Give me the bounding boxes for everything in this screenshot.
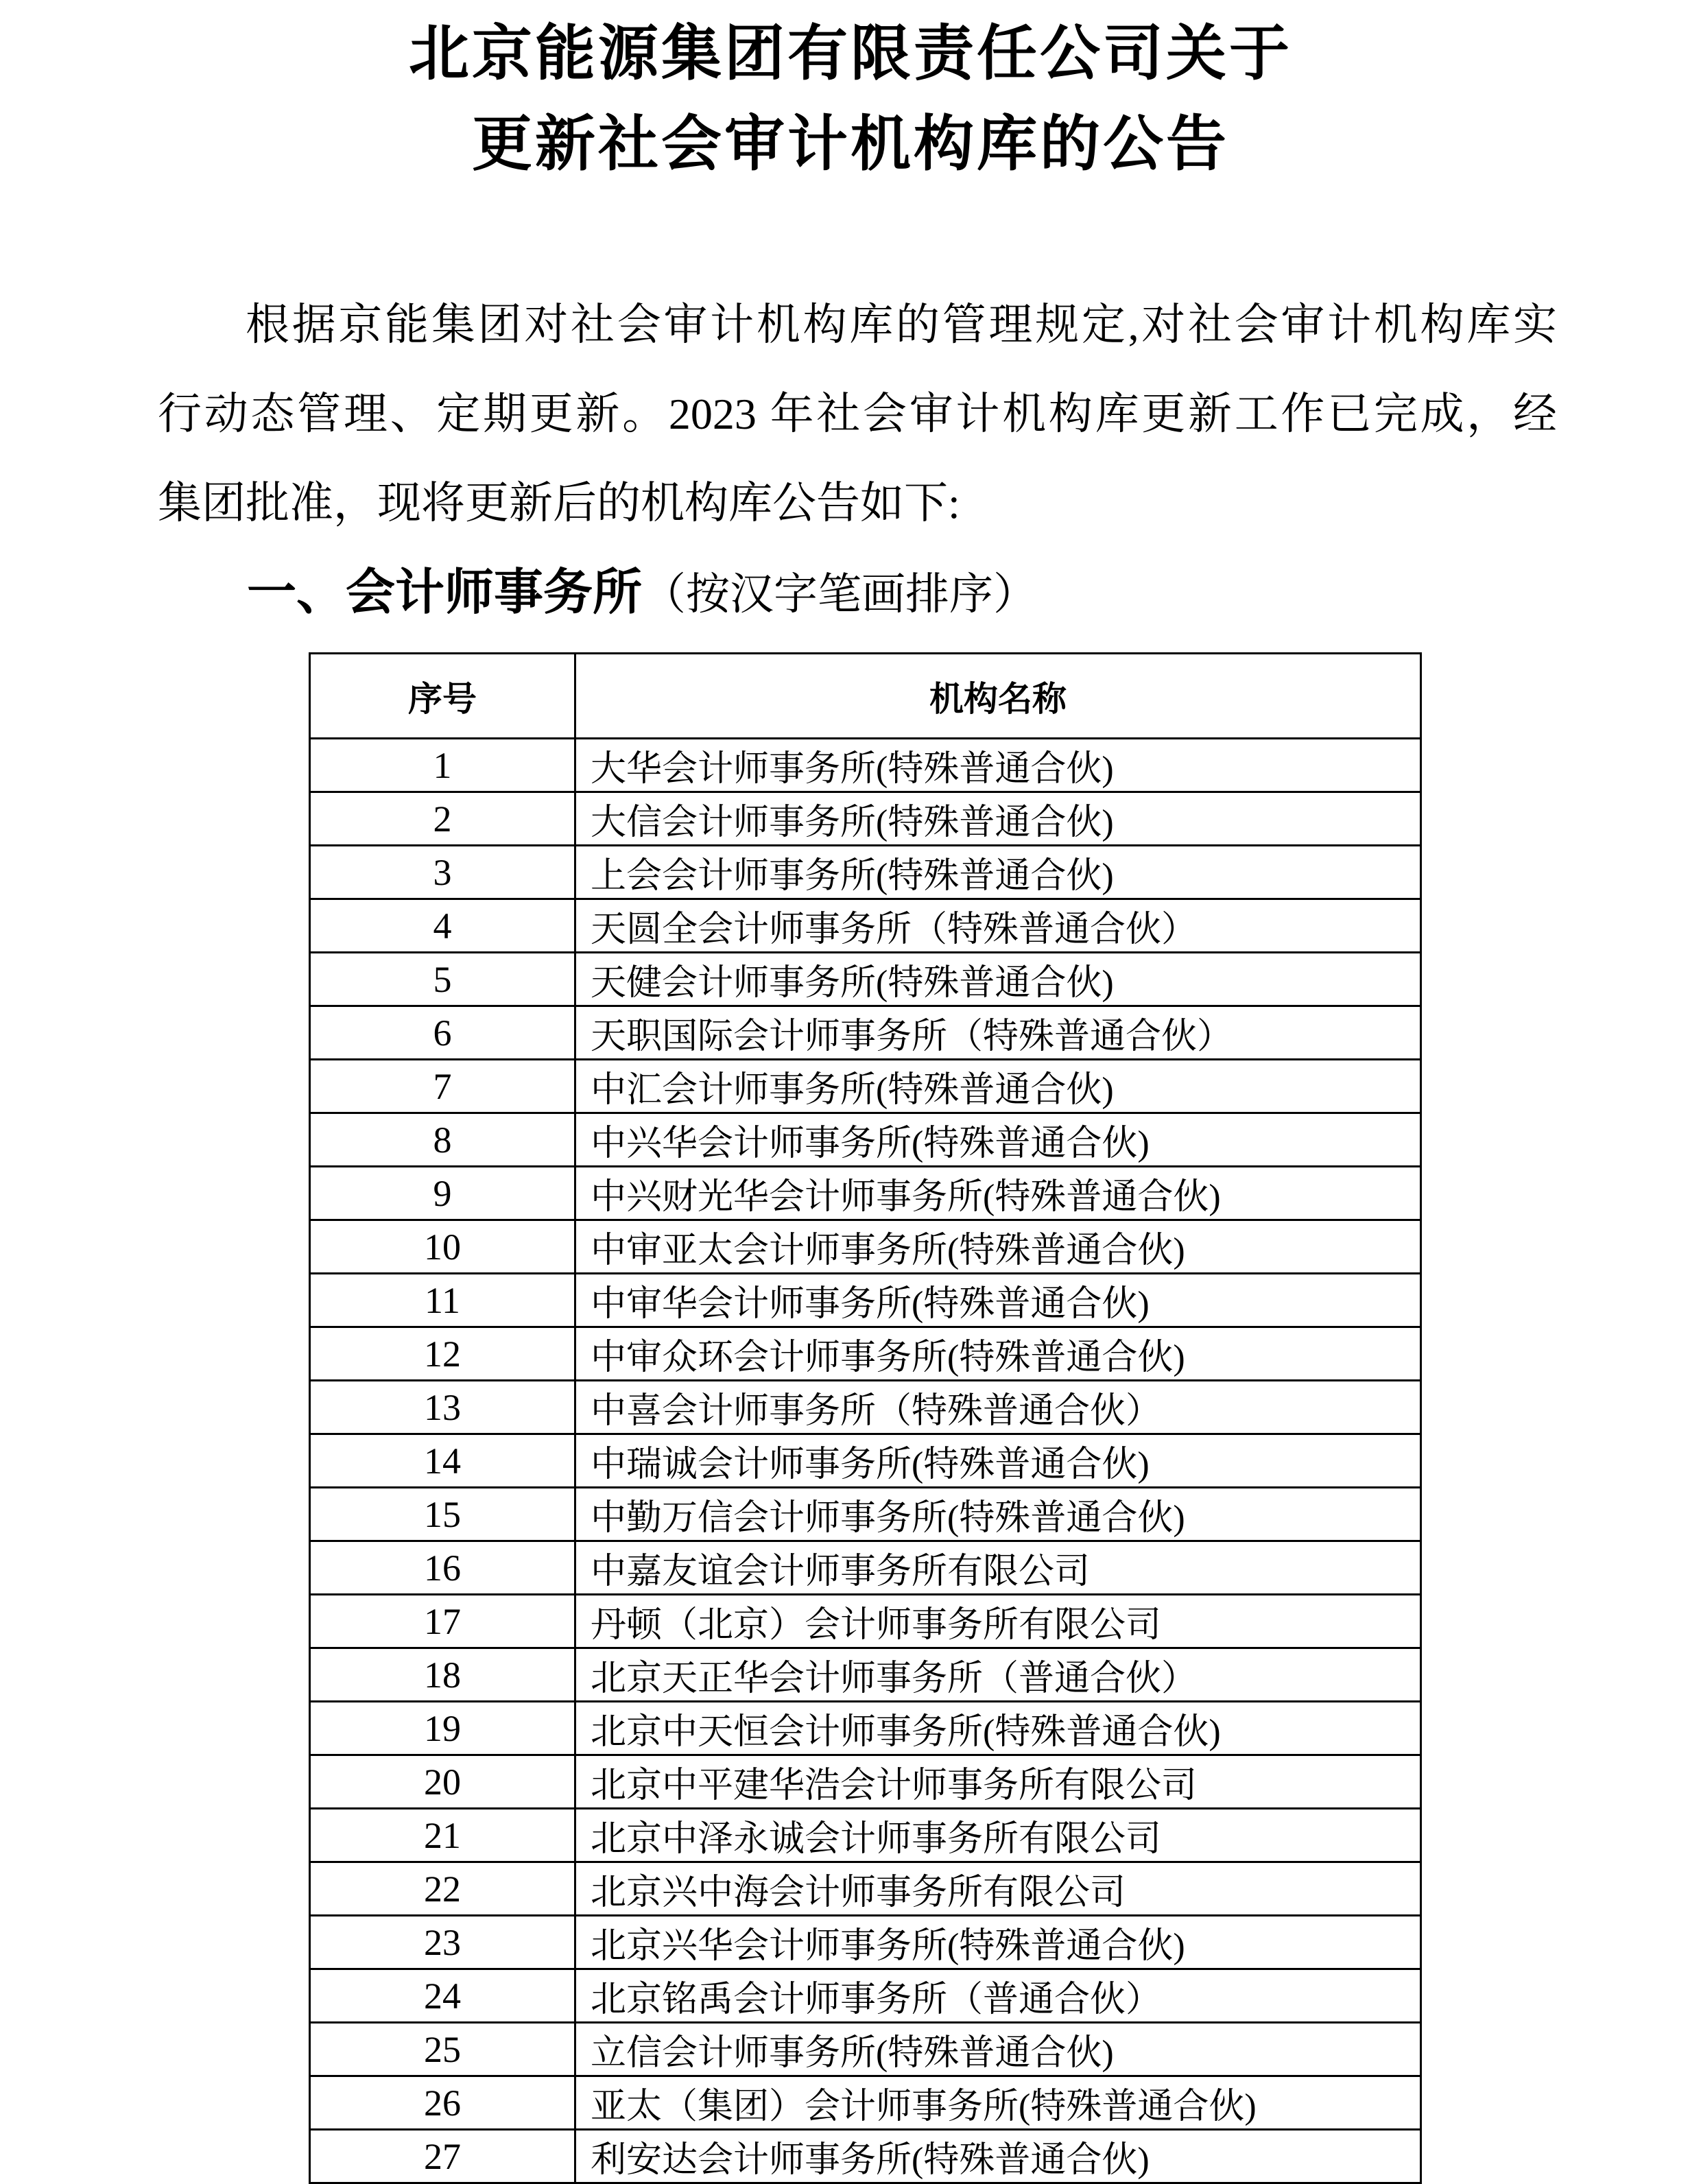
org-name-cell: 中审华会计师事务所(特殊普通合伙) xyxy=(575,1274,1421,1327)
org-name-cell: 丹顿（北京）会计师事务所有限公司 xyxy=(575,1595,1421,1648)
table-row xyxy=(310,846,1421,899)
row-number-cell: 16 xyxy=(310,1541,575,1595)
table-row xyxy=(310,1809,1421,1862)
section-heading xyxy=(158,548,1701,651)
table-row xyxy=(310,1006,1421,1060)
org-name-cell: 上会会计师事务所(特殊普通合伙) xyxy=(575,846,1421,899)
row-number-cell: 18 xyxy=(310,1648,575,1702)
title-line-1: 北京能源集团有限责任公司关于 xyxy=(408,21,1292,88)
table-row xyxy=(310,1702,1421,1755)
org-name-cell: 中兴华会计师事务所(特殊普通合伙) xyxy=(575,1113,1421,1167)
row-number-cell: 8 xyxy=(310,1113,575,1167)
table-row xyxy=(310,792,1421,846)
row-number-cell: 1 xyxy=(310,739,575,792)
org-name-cell: 北京兴华会计师事务所(特殊普通合伙) xyxy=(575,1916,1421,1969)
table-row xyxy=(310,1488,1421,1541)
row-number-cell: 13 xyxy=(310,1381,575,1434)
org-name-cell: 北京兴中海会计师事务所有限公司 xyxy=(575,1862,1421,1916)
row-number-cell: 22 xyxy=(310,1862,575,1916)
table-row xyxy=(310,1862,1421,1916)
title-line-2: 更新社会审计机构库的公告 xyxy=(471,112,1229,178)
row-number-cell: 27 xyxy=(310,2130,575,2183)
table-row xyxy=(310,1648,1421,1702)
section-heading-note: （按汉字笔画排序） xyxy=(642,570,1038,619)
org-name-cell: 中审亚太会计师事务所(特殊普通合伙) xyxy=(575,1220,1421,1274)
page-title xyxy=(0,10,1701,191)
row-number-cell: 6 xyxy=(310,1006,575,1060)
table-row xyxy=(310,1434,1421,1488)
paragraph-line: 集团批准，现将更新后的机构库公告如下: xyxy=(158,479,960,527)
org-name-cell: 亚太（集团）会计师事务所(特殊普通合伙) xyxy=(575,2076,1421,2130)
row-number-cell: 12 xyxy=(310,1327,575,1381)
section-heading-title: 一、会计师事务所 xyxy=(247,565,643,620)
table-row xyxy=(310,739,1421,792)
table-row xyxy=(310,1755,1421,1809)
org-name-cell: 中审众环会计师事务所(特殊普通合伙) xyxy=(575,1327,1421,1381)
row-number-cell: 4 xyxy=(310,899,575,953)
org-name-cell: 大华会计师事务所(特殊普通合伙) xyxy=(575,739,1421,792)
org-name-cell: 天圆全会计师事务所（特殊普通合伙） xyxy=(575,899,1421,953)
org-name-cell: 北京中泽永诚会计师事务所有限公司 xyxy=(575,1809,1421,1862)
org-name-cell: 中勤万信会计师事务所(特殊普通合伙) xyxy=(575,1488,1421,1541)
table-row xyxy=(310,2023,1421,2076)
row-number-cell: 19 xyxy=(310,1702,575,1755)
row-number-cell: 5 xyxy=(310,953,575,1006)
row-number-cell: 2 xyxy=(310,792,575,846)
table-row xyxy=(310,1167,1421,1220)
row-number-cell: 17 xyxy=(310,1595,575,1648)
org-name-cell: 中汇会计师事务所(特殊普通合伙) xyxy=(575,1060,1421,1113)
table-row xyxy=(310,1274,1421,1327)
table-row xyxy=(310,1595,1421,1648)
org-name-cell: 天职国际会计师事务所（特殊普通合伙） xyxy=(575,1006,1421,1060)
intro-paragraph xyxy=(158,281,1557,548)
table-row xyxy=(310,1113,1421,1167)
org-name-cell: 中嘉友谊会计师事务所有限公司 xyxy=(575,1541,1421,1595)
document-page xyxy=(0,10,1701,2180)
table-row xyxy=(310,899,1421,953)
row-number-cell: 26 xyxy=(310,2076,575,2130)
table-row xyxy=(310,1969,1421,2023)
row-number-cell: 24 xyxy=(310,1969,575,2023)
table-row xyxy=(310,2130,1421,2183)
org-name-cell: 大信会计师事务所(特殊普通合伙) xyxy=(575,792,1421,846)
table-row xyxy=(310,1327,1421,1381)
table-row xyxy=(310,953,1421,1006)
table-row xyxy=(310,1220,1421,1274)
row-number-cell: 15 xyxy=(310,1488,575,1541)
org-name-cell: 天健会计师事务所(特殊普通合伙) xyxy=(575,953,1421,1006)
org-name-cell: 北京中平建华浩会计师事务所有限公司 xyxy=(575,1755,1421,1809)
paragraph-line: 根据京能集团对社会审计机构库的管理规定,对社会审计机构库实 xyxy=(246,300,1557,349)
audit-institutions-table xyxy=(309,652,1422,2184)
row-number-cell: 14 xyxy=(310,1434,575,1488)
org-name-cell: 中瑞诚会计师事务所(特殊普通合伙) xyxy=(575,1434,1421,1488)
column-header-number: 序号 xyxy=(310,654,575,739)
column-header-org-name: 机构名称 xyxy=(575,654,1421,739)
row-number-cell: 10 xyxy=(310,1220,575,1274)
org-name-cell: 中喜会计师事务所（特殊普通合伙） xyxy=(575,1381,1421,1434)
table-row xyxy=(310,1916,1421,1969)
org-name-cell: 利安达会计师事务所(特殊普通合伙) xyxy=(575,2130,1421,2183)
org-name-cell: 北京天正华会计师事务所（普通合伙） xyxy=(575,1648,1421,1702)
table-row xyxy=(310,2076,1421,2130)
table-header-row xyxy=(310,654,1421,739)
table-row xyxy=(310,1381,1421,1434)
org-name-cell: 立信会计师事务所(特殊普通合伙) xyxy=(575,2023,1421,2076)
row-number-cell: 25 xyxy=(310,2023,575,2076)
row-number-cell: 3 xyxy=(310,846,575,899)
paragraph-line: 行动态管理、定期更新。2023 年社会审计机构库更新工作已完成，经 xyxy=(158,390,1557,438)
table-row xyxy=(310,1541,1421,1595)
row-number-cell: 7 xyxy=(310,1060,575,1113)
org-name-cell: 中兴财光华会计师事务所(特殊普通合伙) xyxy=(575,1167,1421,1220)
row-number-cell: 11 xyxy=(310,1274,575,1327)
row-number-cell: 23 xyxy=(310,1916,575,1969)
row-number-cell: 20 xyxy=(310,1755,575,1809)
row-number-cell: 21 xyxy=(310,1809,575,1862)
row-number-cell: 9 xyxy=(310,1167,575,1220)
table-row xyxy=(310,1060,1421,1113)
org-name-cell: 北京铭禹会计师事务所（普通合伙） xyxy=(575,1969,1421,2023)
org-name-cell: 北京中天恒会计师事务所(特殊普通合伙) xyxy=(575,1702,1421,1755)
